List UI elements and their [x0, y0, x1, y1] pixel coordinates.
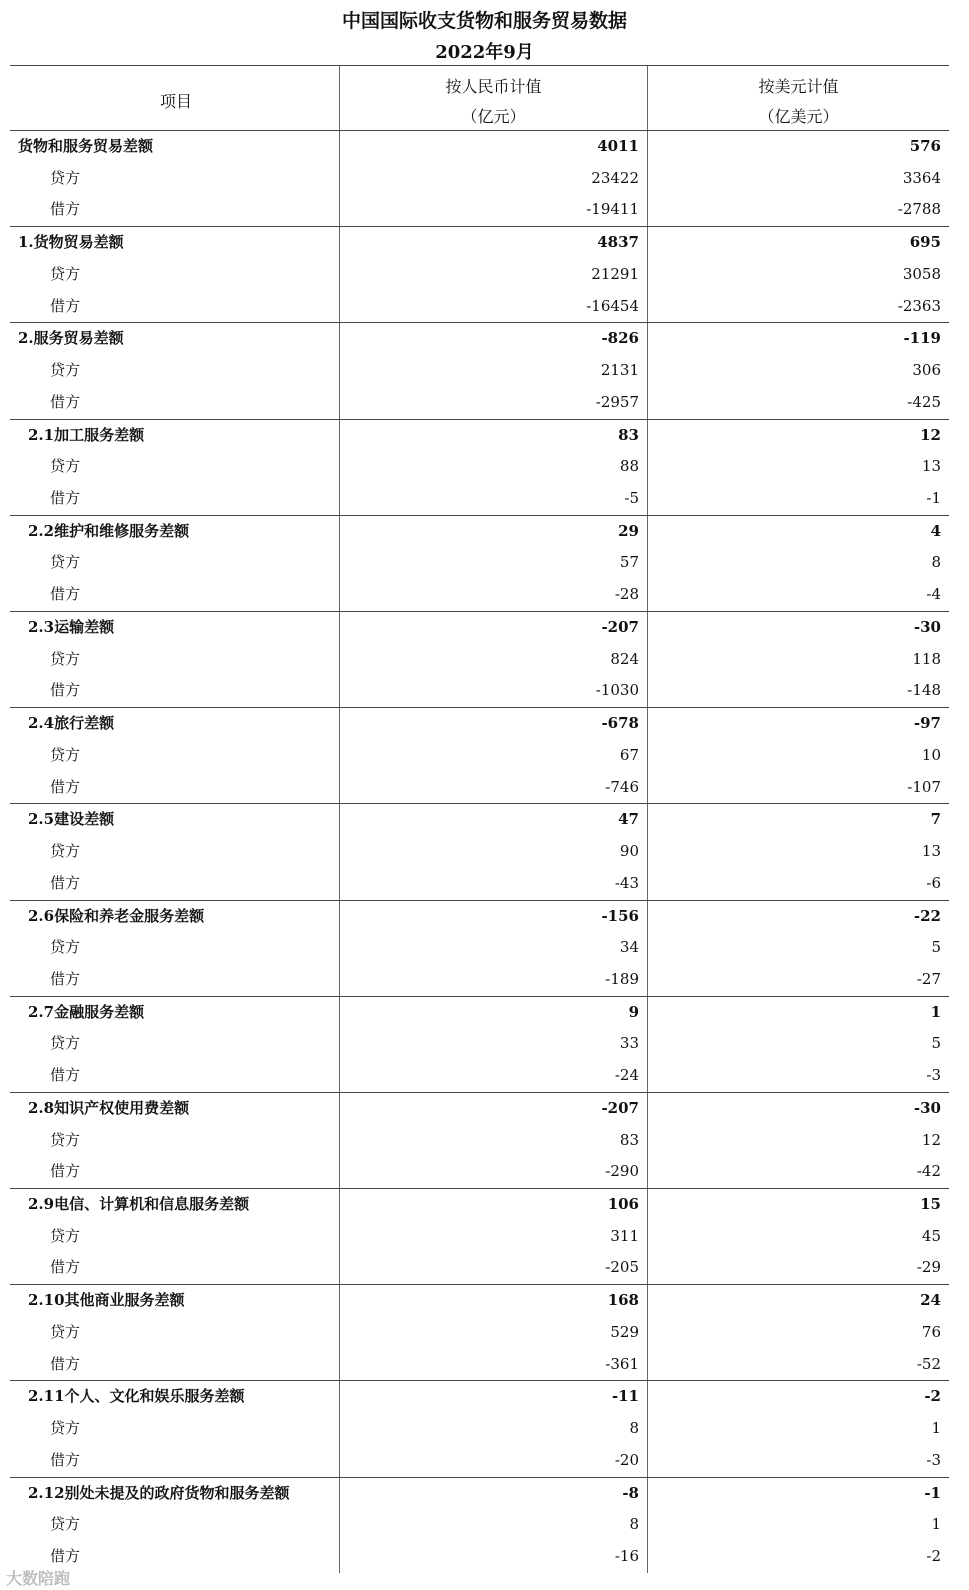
- table-row-group: [10, 997, 949, 1093]
- rmb-balance-value: -156: [601, 906, 639, 925]
- header-usd-label: 按美元计值: [758, 77, 839, 96]
- item-column: [10, 708, 339, 803]
- item-column: [10, 227, 339, 322]
- item-column: [10, 1189, 339, 1284]
- table-row-group: [10, 227, 949, 323]
- rmb-debit-value: -16: [614, 1547, 639, 1565]
- rmb-column: [339, 516, 647, 611]
- rmb-debit-value: -361: [605, 1354, 639, 1373]
- rmb-balance-value: -207: [601, 1098, 639, 1117]
- watermark: 大数陪跑: [6, 1569, 71, 1588]
- item-column: [10, 131, 339, 226]
- rmb-column: [339, 997, 647, 1092]
- item-column: [10, 804, 339, 899]
- rmb-column: [339, 227, 647, 322]
- rmb-balance-value: 4837: [597, 233, 639, 252]
- rmb-credit-value: 83: [619, 1130, 639, 1149]
- usd-column: [647, 997, 949, 1092]
- item-name: 2.10其他商业服务差额: [28, 1291, 185, 1310]
- usd-debit-value: -29: [916, 1258, 941, 1277]
- usd-credit-value: 3364: [902, 168, 941, 187]
- rmb-credit-value: 824: [610, 649, 639, 668]
- usd-credit-value: 13: [921, 842, 941, 860]
- usd-balance-value: 7: [930, 810, 941, 829]
- item-name: 2.5建设差额: [28, 810, 115, 829]
- credit-label: 贷方: [50, 264, 81, 283]
- usd-debit-value: -1: [926, 488, 941, 507]
- item-name: 2.7金融服务差额: [28, 1002, 145, 1021]
- rmb-column: [339, 1093, 647, 1188]
- rmb-debit-value: -290: [605, 1162, 639, 1181]
- rmb-balance-value: -678: [601, 714, 639, 733]
- item-name: 2.12别处未提及的政府货物和服务差额: [28, 1483, 290, 1502]
- usd-credit-value: 5: [931, 938, 941, 957]
- rmb-balance-value: -11: [611, 1387, 639, 1406]
- credit-label: 贷方: [50, 1515, 81, 1534]
- credit-label: 贷方: [50, 842, 81, 860]
- usd-debit-value: -3: [926, 1450, 941, 1469]
- usd-balance-value: 24: [920, 1291, 941, 1310]
- debit-label: 借方: [50, 1354, 81, 1373]
- rmb-credit-value: 529: [610, 1322, 639, 1341]
- usd-column: [647, 612, 949, 707]
- rmb-debit-value: -5: [624, 488, 639, 507]
- table-row-group: [10, 1285, 949, 1381]
- rmb-column: [339, 420, 647, 515]
- credit-label: 贷方: [50, 938, 81, 957]
- credit-label: 贷方: [50, 745, 81, 764]
- usd-debit-value: -107: [907, 777, 941, 796]
- usd-balance-value: -119: [903, 329, 941, 348]
- usd-balance-value: 12: [920, 425, 941, 444]
- usd-balance-value: 15: [920, 1195, 941, 1214]
- credit-label: 贷方: [50, 1322, 81, 1341]
- item-column: [10, 323, 339, 418]
- trade-table: [10, 65, 949, 1573]
- rmb-debit-value: -24: [614, 1066, 639, 1085]
- rmb-column: [339, 1285, 647, 1380]
- rmb-debit-value: -746: [605, 777, 639, 796]
- debit-label: 借方: [50, 1547, 81, 1565]
- usd-credit-value: 76: [921, 1322, 941, 1341]
- table-row-group: [10, 1093, 949, 1189]
- debit-label: 借方: [50, 585, 81, 604]
- debit-label: 借方: [50, 777, 81, 796]
- rmb-column: [339, 131, 647, 226]
- item-name: 2.1加工服务差额: [28, 425, 145, 444]
- item-name: 2.8知识产权使用费差额: [28, 1098, 190, 1117]
- usd-column: [647, 1189, 949, 1284]
- header-rmb-label: 按人民币计值: [445, 77, 542, 96]
- usd-balance-value: -1: [924, 1483, 941, 1502]
- usd-debit-value: -4: [926, 585, 941, 604]
- rmb-debit-value: -2957: [595, 392, 639, 411]
- rmb-credit-value: 8: [629, 1515, 639, 1534]
- usd-debit-value: -2363: [897, 296, 941, 315]
- item-column: [10, 1478, 339, 1573]
- rmb-credit-value: 311: [610, 1226, 639, 1245]
- item-name: 货物和服务贸易差额: [18, 137, 154, 155]
- rmb-credit-value: 8: [629, 1419, 639, 1438]
- usd-debit-value: -52: [916, 1354, 941, 1373]
- rmb-column: [339, 323, 647, 418]
- rmb-debit-value: -1030: [595, 681, 639, 700]
- usd-column: [647, 1285, 949, 1380]
- table-row-group: [10, 708, 949, 804]
- usd-debit-value: -2: [926, 1547, 941, 1565]
- rmb-balance-value: -207: [601, 617, 639, 636]
- debit-label: 借方: [50, 200, 81, 219]
- rmb-debit-value: -43: [614, 873, 639, 892]
- rmb-debit-value: -205: [605, 1258, 639, 1277]
- table-row-group: [10, 901, 949, 997]
- rmb-column: [339, 804, 647, 899]
- usd-column: [647, 1093, 949, 1188]
- debit-label: 借方: [50, 1066, 81, 1085]
- usd-credit-value: 306: [912, 361, 941, 380]
- usd-balance-value: -2: [924, 1387, 941, 1406]
- table-body: [10, 131, 949, 1573]
- rmb-balance-value: 106: [607, 1195, 639, 1214]
- usd-column: [647, 323, 949, 418]
- debit-label: 借方: [50, 873, 81, 892]
- item-column: [10, 901, 339, 996]
- header-usd: [647, 66, 949, 130]
- header-item: [10, 66, 339, 130]
- rmb-debit-value: -28: [614, 585, 639, 604]
- usd-column: [647, 1478, 949, 1573]
- usd-balance-value: 576: [909, 137, 941, 155]
- debit-label: 借方: [50, 1258, 81, 1277]
- rmb-balance-value: 168: [607, 1291, 639, 1310]
- header-rmb-unit: （亿元）: [461, 107, 526, 126]
- header-item-label: 项目: [160, 92, 193, 111]
- table-row-group: [10, 1478, 949, 1573]
- usd-credit-value: 10: [921, 745, 941, 764]
- usd-balance-value: -30: [913, 617, 941, 636]
- usd-balance-value: -22: [913, 906, 941, 925]
- usd-credit-value: 45: [921, 1226, 941, 1245]
- usd-debit-value: -6: [926, 873, 941, 892]
- item-name: 2.4旅行差额: [28, 714, 115, 733]
- page-title: 中国国际收支货物和服务贸易数据: [341, 10, 627, 32]
- usd-credit-value: 118: [912, 649, 941, 668]
- usd-credit-value: 1: [931, 1419, 941, 1438]
- credit-label: 贷方: [50, 649, 81, 668]
- rmb-balance-value: -8: [622, 1483, 639, 1502]
- item-name: 2.11个人、文化和娱乐服务差额: [28, 1387, 245, 1406]
- table-row-group: [10, 323, 949, 419]
- rmb-credit-value: 88: [619, 457, 639, 476]
- usd-credit-value: 8: [931, 553, 941, 572]
- debit-label: 借方: [50, 296, 81, 315]
- rmb-column: [339, 901, 647, 996]
- rmb-debit-value: -20: [614, 1450, 639, 1469]
- header-rmb: [339, 66, 647, 130]
- debit-label: 借方: [50, 969, 81, 988]
- item-name: 2.6保险和养老金服务差额: [28, 906, 205, 925]
- usd-column: [647, 901, 949, 996]
- usd-balance-value: -97: [913, 714, 941, 733]
- usd-balance-value: 4: [930, 521, 941, 540]
- rmb-balance-value: 9: [628, 1002, 639, 1021]
- usd-credit-value: 3058: [902, 264, 941, 283]
- usd-balance-value: 695: [909, 233, 941, 252]
- table-row-group: [10, 612, 949, 708]
- credit-label: 贷方: [50, 457, 81, 476]
- rmb-column: [339, 1189, 647, 1284]
- item-name: 1.货物贸易差额: [18, 233, 124, 252]
- item-name: 2.服务贸易差额: [18, 329, 124, 348]
- usd-debit-value: -148: [907, 681, 941, 700]
- usd-debit-value: -27: [916, 969, 941, 988]
- rmb-balance-value: 47: [618, 810, 639, 829]
- item-column: [10, 420, 339, 515]
- rmb-credit-value: 21291: [591, 264, 639, 283]
- credit-label: 贷方: [50, 1034, 81, 1053]
- item-column: [10, 612, 339, 707]
- usd-credit-value: 12: [921, 1130, 941, 1149]
- usd-column: [647, 420, 949, 515]
- usd-column: [647, 131, 949, 226]
- debit-label: 借方: [50, 1162, 81, 1181]
- item-name: 2.9电信、计算机和信息服务差额: [28, 1195, 250, 1214]
- rmb-column: [339, 1381, 647, 1476]
- rmb-credit-value: 57: [619, 553, 639, 572]
- rmb-column: [339, 612, 647, 707]
- item-name: 2.2维护和维修服务差额: [28, 521, 190, 540]
- item-column: [10, 1093, 339, 1188]
- header-usd-unit: （亿美元）: [758, 107, 839, 126]
- usd-debit-value: -3: [926, 1066, 941, 1085]
- item-name: 2.3运输差额: [28, 617, 115, 636]
- usd-debit-value: -2788: [897, 200, 941, 219]
- credit-label: 贷方: [50, 168, 81, 187]
- usd-credit-value: 1: [931, 1515, 941, 1534]
- credit-label: 贷方: [50, 553, 81, 572]
- usd-debit-value: -42: [916, 1162, 941, 1181]
- table-row-group: [10, 804, 949, 900]
- rmb-credit-value: 90: [619, 842, 639, 860]
- usd-column: [647, 708, 949, 803]
- debit-label: 借方: [50, 1450, 81, 1469]
- usd-column: [647, 227, 949, 322]
- rmb-debit-value: -189: [605, 969, 639, 988]
- item-column: [10, 1381, 339, 1476]
- credit-label: 贷方: [50, 1130, 81, 1149]
- rmb-credit-value: 34: [619, 938, 639, 957]
- table-header: [10, 65, 949, 131]
- usd-column: [647, 804, 949, 899]
- debit-label: 借方: [50, 488, 81, 507]
- usd-credit-value: 5: [931, 1034, 941, 1053]
- usd-credit-value: 13: [921, 457, 941, 476]
- item-column: [10, 516, 339, 611]
- table-row-group: [10, 516, 949, 612]
- table-row-group: [10, 1381, 949, 1477]
- rmb-column: [339, 708, 647, 803]
- rmb-balance-value: -826: [601, 329, 639, 348]
- table-row-group: [10, 420, 949, 516]
- item-column: [10, 997, 339, 1092]
- table-row-group: [10, 1189, 949, 1285]
- rmb-credit-value: 2131: [600, 361, 639, 380]
- rmb-balance-value: 29: [618, 521, 639, 540]
- rmb-credit-value: 67: [619, 745, 639, 764]
- usd-balance-value: -30: [913, 1098, 941, 1117]
- item-column: [10, 1285, 339, 1380]
- rmb-debit-value: -16454: [586, 296, 639, 315]
- rmb-credit-value: 23422: [591, 168, 639, 187]
- credit-label: 贷方: [50, 1419, 81, 1438]
- rmb-debit-value: -19411: [586, 200, 639, 219]
- rmb-credit-value: 33: [619, 1034, 639, 1053]
- rmb-balance-value: 83: [618, 425, 639, 444]
- period-subtitle: 2022年9月: [435, 42, 534, 63]
- usd-debit-value: -425: [907, 392, 941, 411]
- rmb-column: [339, 1478, 647, 1573]
- credit-label: 贷方: [50, 361, 81, 380]
- credit-label: 贷方: [50, 1226, 81, 1245]
- rmb-balance-value: 4011: [597, 137, 639, 155]
- usd-column: [647, 516, 949, 611]
- debit-label: 借方: [50, 392, 81, 411]
- debit-label: 借方: [50, 681, 81, 700]
- usd-balance-value: 1: [930, 1002, 941, 1021]
- table-row-group: [10, 131, 949, 227]
- usd-column: [647, 1381, 949, 1476]
